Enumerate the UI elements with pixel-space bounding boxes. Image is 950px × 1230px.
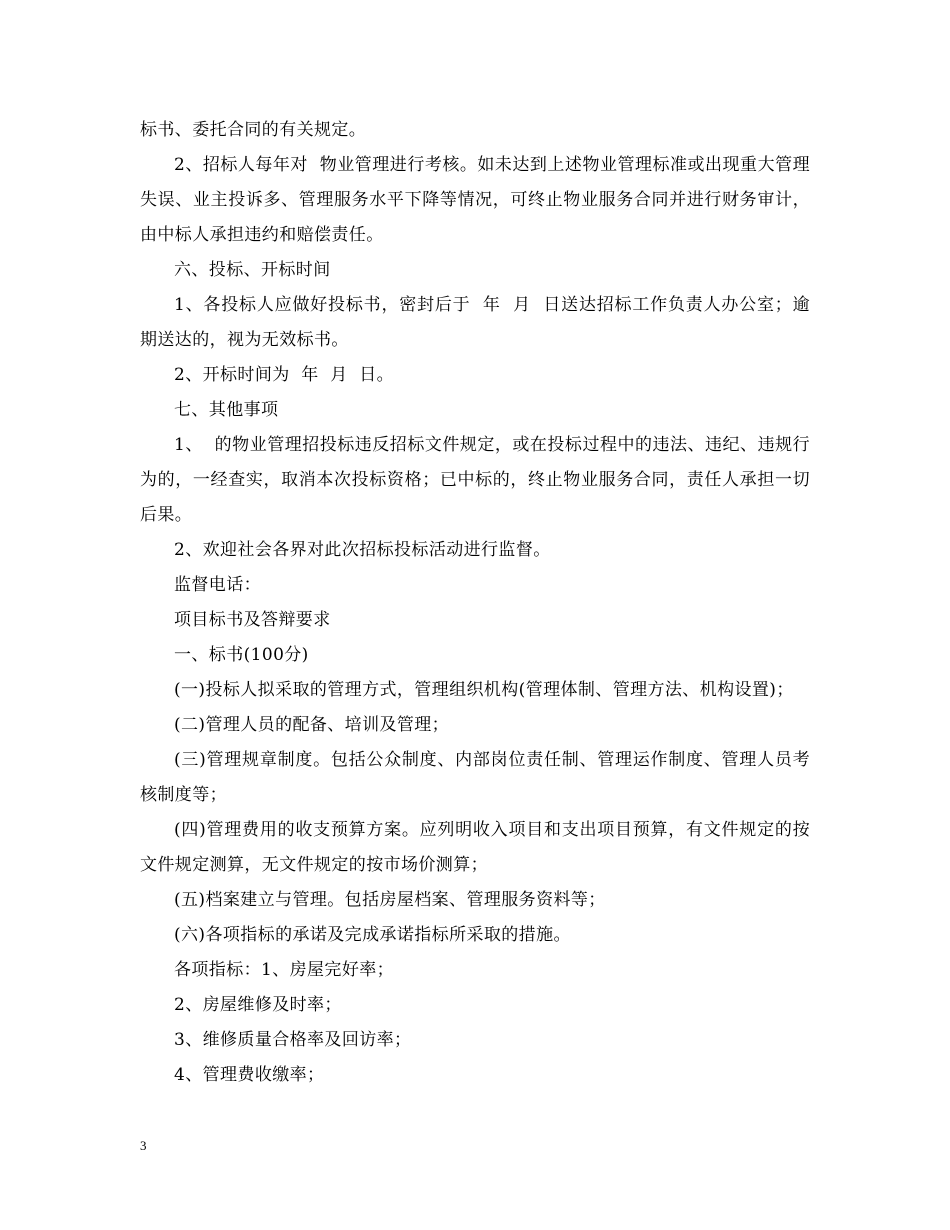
paragraph: (二)管理人员的配备、培训及管理；: [174, 715, 450, 735]
paragraph: 监督电话：: [174, 575, 261, 595]
paragraph: (五)档案建立与管理。包括房屋档案、管理服务资料等；: [174, 890, 606, 910]
paragraph: (四)管理费用的收支预算方案。应列明收入项目和支出项目预算，有文件规定的按文件规定测算，无文件规定的按市场价测算；: [140, 820, 810, 875]
paragraph: 1、各投标人应做好投标书，密封后于 年 月 日送达招标工作负责人办公室；逾期送达的，视为无效标书。: [140, 295, 810, 350]
paragraph: 1、 的物业管理招投标违反招标文件规定，或在投标过程中的违法、违纪、违规行为的，一经查实，取消本次投标资格；已中标的，终止物业服务合同，责任人承担一切后果。: [140, 435, 810, 525]
paragraph: 2、欢迎社会各界对此次招标投标活动进行监督。: [174, 540, 551, 560]
paragraph: 2、开标时间为 年 月 日。: [174, 365, 395, 385]
paragraph: 2、招标人每年对 物业管理进行考核。如未达到上述物业管理标准或出现重大管理失误、业主投诉多、管理服务水平下降等情况，可终止物业服务合同并进行财务审计，由中标人承担违约和赔偿责任。: [140, 155, 810, 245]
document-body: [140, 113, 810, 1093]
paragraph: 六、投标、开标时间: [174, 260, 331, 280]
paragraph: 标书、委托合同的有关规定。: [140, 120, 367, 140]
paragraph: (一)投标人拟采取的管理方式，管理组织机构(管理体制、管理方法、机构设置)；: [174, 680, 794, 700]
paragraph: 各项指标：1、房屋完好率；: [174, 960, 395, 980]
page-number: 3: [140, 1138, 147, 1153]
paragraph: 项目标书及答辩要求: [174, 610, 331, 630]
paragraph: (三)管理规章制度。包括公众制度、内部岗位责任制、管理运作制度、管理人员考核制度等；: [140, 750, 810, 805]
paragraph: 2、房屋维修及时率；: [174, 995, 342, 1015]
paragraph: (六)各项指标的承诺及完成承诺指标所采取的措施。: [174, 925, 571, 945]
paragraph: 3、维修质量合格率及回访率；: [174, 1030, 412, 1050]
paragraph: 4、管理费收缴率；: [174, 1065, 325, 1085]
paragraph: 七、其他事项: [174, 400, 279, 420]
paragraph: 一、标书(100分): [174, 645, 309, 665]
